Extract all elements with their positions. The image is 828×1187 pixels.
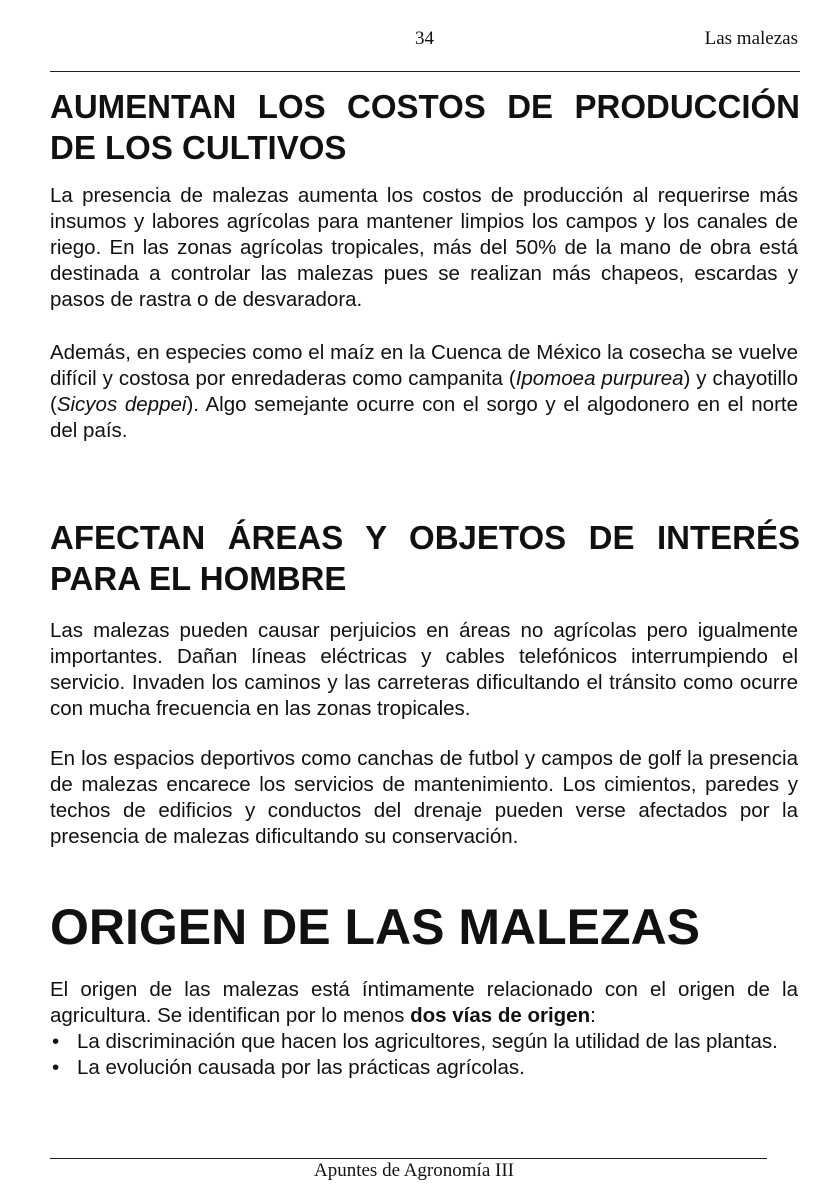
paragraph: La presencia de malezas aumenta los costos de producción al requerirse más insumos y labores agrícolas para mantener limpios los campos y los canales de riego. En las zonas agrícolas tropicales, más del 50% de la mano de obra está destinada a controlar las malezas pues se realizan más chapeos, escardas y pasos de rastra o de desvaradora. bbox=[50, 184, 798, 311]
list-item: • La discriminación que hacen los agricultores, según la utilidad de las plantas. bbox=[50, 1029, 798, 1055]
header-rule bbox=[50, 71, 800, 72]
bullet-list bbox=[50, 1029, 798, 1081]
text-run: Además, en especies como el maíz en la Cuenca de México la cosecha se vuelve difícil y costosa por enredaderas como campanita ( bbox=[50, 341, 798, 390]
section-heading-costs bbox=[50, 86, 800, 168]
list-item: • La evolución causada por las prácticas agrícolas. bbox=[50, 1055, 798, 1081]
section-heading-origin: ORIGEN DE LAS MALEZAS bbox=[50, 899, 701, 955]
text-run: : bbox=[590, 1004, 596, 1027]
paragraph bbox=[50, 977, 798, 1029]
text-run: ). Algo semejante ocurre con el sorgo y el algodonero en el norte del país. bbox=[50, 393, 798, 442]
heading-line: DE LOS CULTIVOS bbox=[50, 129, 347, 166]
paragraph: En los espacios deportivos como canchas de futbol y campos de golf la presencia de malezas encarece los servicios de mantenimiento. Los cimientos, paredes y techos de edificios y conductos del drenaje pueden verse afectados por la presencia de malezas dificultando su conservación. bbox=[50, 747, 798, 848]
footer-rule bbox=[50, 1158, 767, 1159]
text-run: ) y chayotillo ( bbox=[50, 367, 798, 416]
species-name: Sicyos deppei bbox=[56, 393, 187, 416]
text-run: El origen de las malezas está íntimamente relacionado con el origen de la agricultura. Se identifican por lo menos bbox=[50, 978, 798, 1027]
heading-line: PARA EL HOMBRE bbox=[50, 560, 347, 597]
paragraph bbox=[50, 340, 798, 444]
heading-line: AFECTAN ÁREAS Y OBJETOS DE INTERÉS bbox=[50, 519, 800, 556]
footer-text: Apuntes de Agronomía III bbox=[314, 1160, 514, 1181]
section-heading-areas bbox=[50, 517, 800, 599]
paragraph: Las malezas pueden causar perjuicios en áreas no agrícolas pero igualmente importantes. Dañan líneas eléctricas y cables telefónicos interrumpiendo el servicio. Invaden los caminos y las carreteras dificultando el tránsito como ocurre con mucha frecuencia en las zonas tropicales. bbox=[50, 619, 798, 720]
running-header bbox=[50, 28, 798, 56]
emphasis: dos vías de origen bbox=[410, 1004, 591, 1027]
heading-line: AUMENTAN LOS COSTOS DE PRODUCCIÓN bbox=[50, 88, 800, 125]
running-title: Las malezas bbox=[704, 28, 798, 49]
page-number: 34 bbox=[415, 28, 434, 49]
species-name: Ipomoea purpurea bbox=[515, 367, 684, 390]
